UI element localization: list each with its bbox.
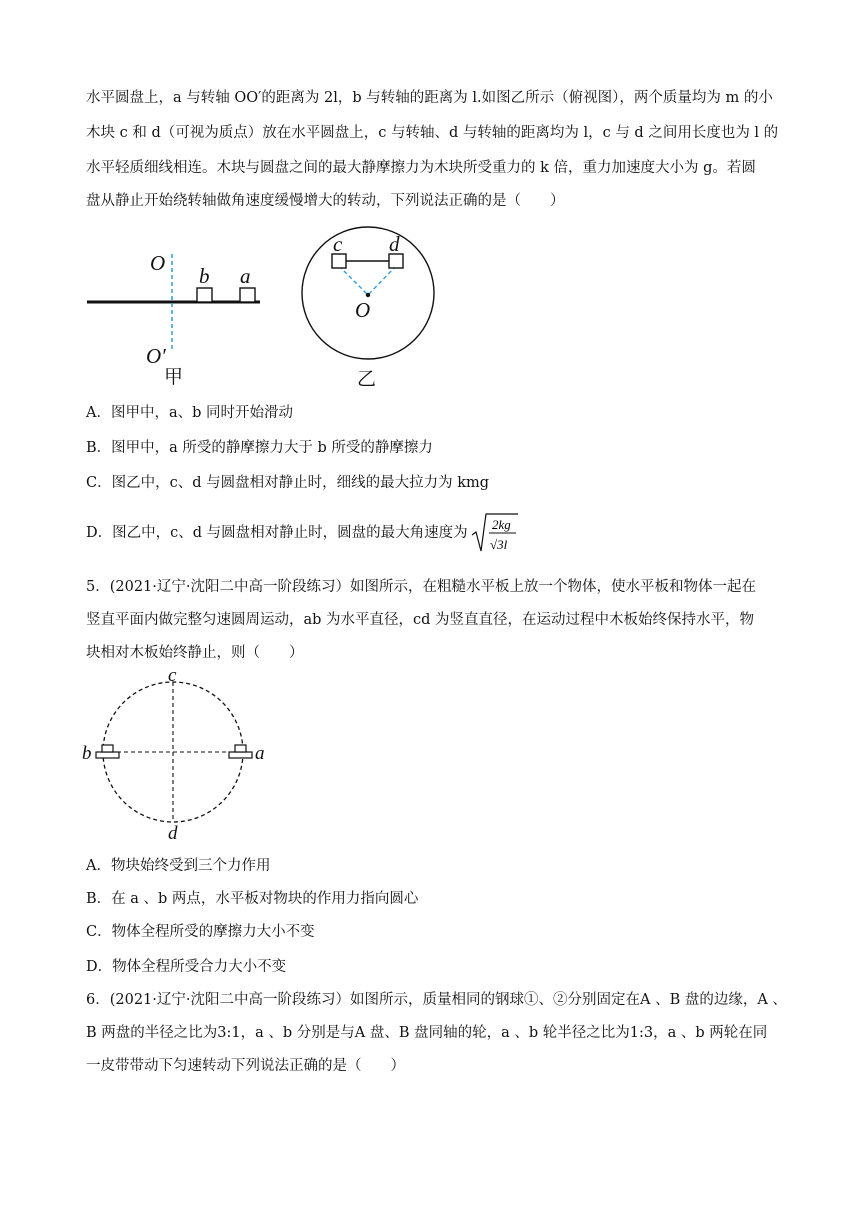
figure-q5 (78, 665, 273, 844)
q4-line-4: 盘从静止开始绕转轴做角速度缓慢增大的转动，下列说法正确的是（ ） (86, 193, 565, 209)
q5-board-b (96, 752, 119, 758)
q6-line-3: 一皮带带动下匀速转动下列说法正确的是（ ） (86, 1058, 405, 1074)
formula-denominator: √3l (490, 537, 508, 552)
jia-block-a (240, 288, 255, 302)
q6-line-1: 6．(2021·辽宁·沈阳二中高一阶段练习）如图所示，质量相同的钢球①、②分别固定在A 、B 盘的边缘，A 、 (86, 992, 787, 1008)
formula-numerator: 2kg (492, 517, 511, 532)
yi-label-d: d (389, 232, 400, 256)
jia-label-b: b (199, 264, 210, 288)
yi-dash-right (368, 266, 396, 295)
q4-line-1: 水平圆盘上，a 与转轴 OO′的距离为 2l，b 与转轴的距离为 l.如图乙所示（俯视图），两个质量均为 m 的小 (86, 90, 773, 106)
q5-board-a (229, 752, 252, 758)
yi-label-O: O (355, 298, 371, 322)
q5-line-2: 竖直平面内做完整匀速圆周运动，ab 为水平直径，cd 为竖直直径，在运动过程中木板始终保持水平，物 (86, 612, 755, 628)
q5-option-c: C．物体全程所受的摩擦力大小不变 (86, 924, 315, 940)
q4-option-d-text: D．图乙中，c、d 与圆盘相对静止时，圆盘的最大角速度为 (86, 525, 468, 541)
yi-block-c (332, 254, 346, 268)
q4-option-d (86, 523, 468, 543)
jia-label-O: O (150, 251, 166, 275)
figure-yi (295, 225, 445, 390)
q4-option-b: B．图甲中，a 所受的静摩擦力大于 b 所受的静摩擦力 (86, 440, 433, 456)
q4-line-3: 水平轻质细线相连。木块与圆盘之间的最大静摩擦力为木块所受重力的 k 倍，重力加速度大小为 g。若圆 (86, 160, 756, 176)
yi-dash-left (339, 266, 368, 295)
q5-label-d: d (168, 823, 178, 844)
q5-option-a: A．物块始终受到三个力作用 (86, 858, 271, 874)
q4-option-a: A．图甲中，a、b 同时开始滑动 (86, 405, 294, 421)
jia-caption: 甲 (164, 366, 184, 388)
yi-center-dot (366, 293, 370, 297)
q6-line-2: B 两盘的半径之比为3:1，a 、b 分别是与A 盘、B 盘同轴的轮，a 、b 轮半径之比为1:3，a 、b 两轮在同 (86, 1025, 768, 1041)
q5-label-a: a (255, 743, 265, 764)
q5-option-b: B．在 a 、b 两点，水平板对物块的作用力指向圆心 (86, 891, 419, 907)
q5-label-b: b (82, 743, 92, 764)
q5-block-a (235, 745, 246, 752)
jia-block-b (197, 288, 212, 302)
q5-line-3: 块相对木板始终静止，则（ ） (86, 645, 304, 661)
jia-label-O-prime: O′ (146, 344, 166, 368)
q5-option-d: D．物体全程所受合力大小不变 (86, 959, 287, 975)
q5-block-b (102, 745, 113, 752)
q4-option-c: C．图乙中，c、d 与圆盘相对静止时，细线的最大拉力为 kmg (86, 475, 490, 491)
yi-label-c: c (333, 232, 343, 256)
yi-block-d (389, 254, 403, 268)
yi-caption: 乙 (357, 368, 377, 390)
q5-label-c: c (168, 665, 177, 686)
q5-line-1: 5．(2021·辽宁·沈阳二中高一阶段练习）如图所示，在粗糙水平板上放一个物体，使水平板和物体一起在 (86, 579, 756, 595)
q4-option-d-formula (470, 511, 520, 555)
q4-line-2: 木块 c 和 d（可视为质点）放在水平圆盘上，c 与转轴、d 与转轴的距离均为 l，c 与 d 之间用长度也为 l 的 (86, 125, 779, 141)
jia-label-a: a (240, 264, 251, 288)
figure-jia (80, 240, 270, 390)
